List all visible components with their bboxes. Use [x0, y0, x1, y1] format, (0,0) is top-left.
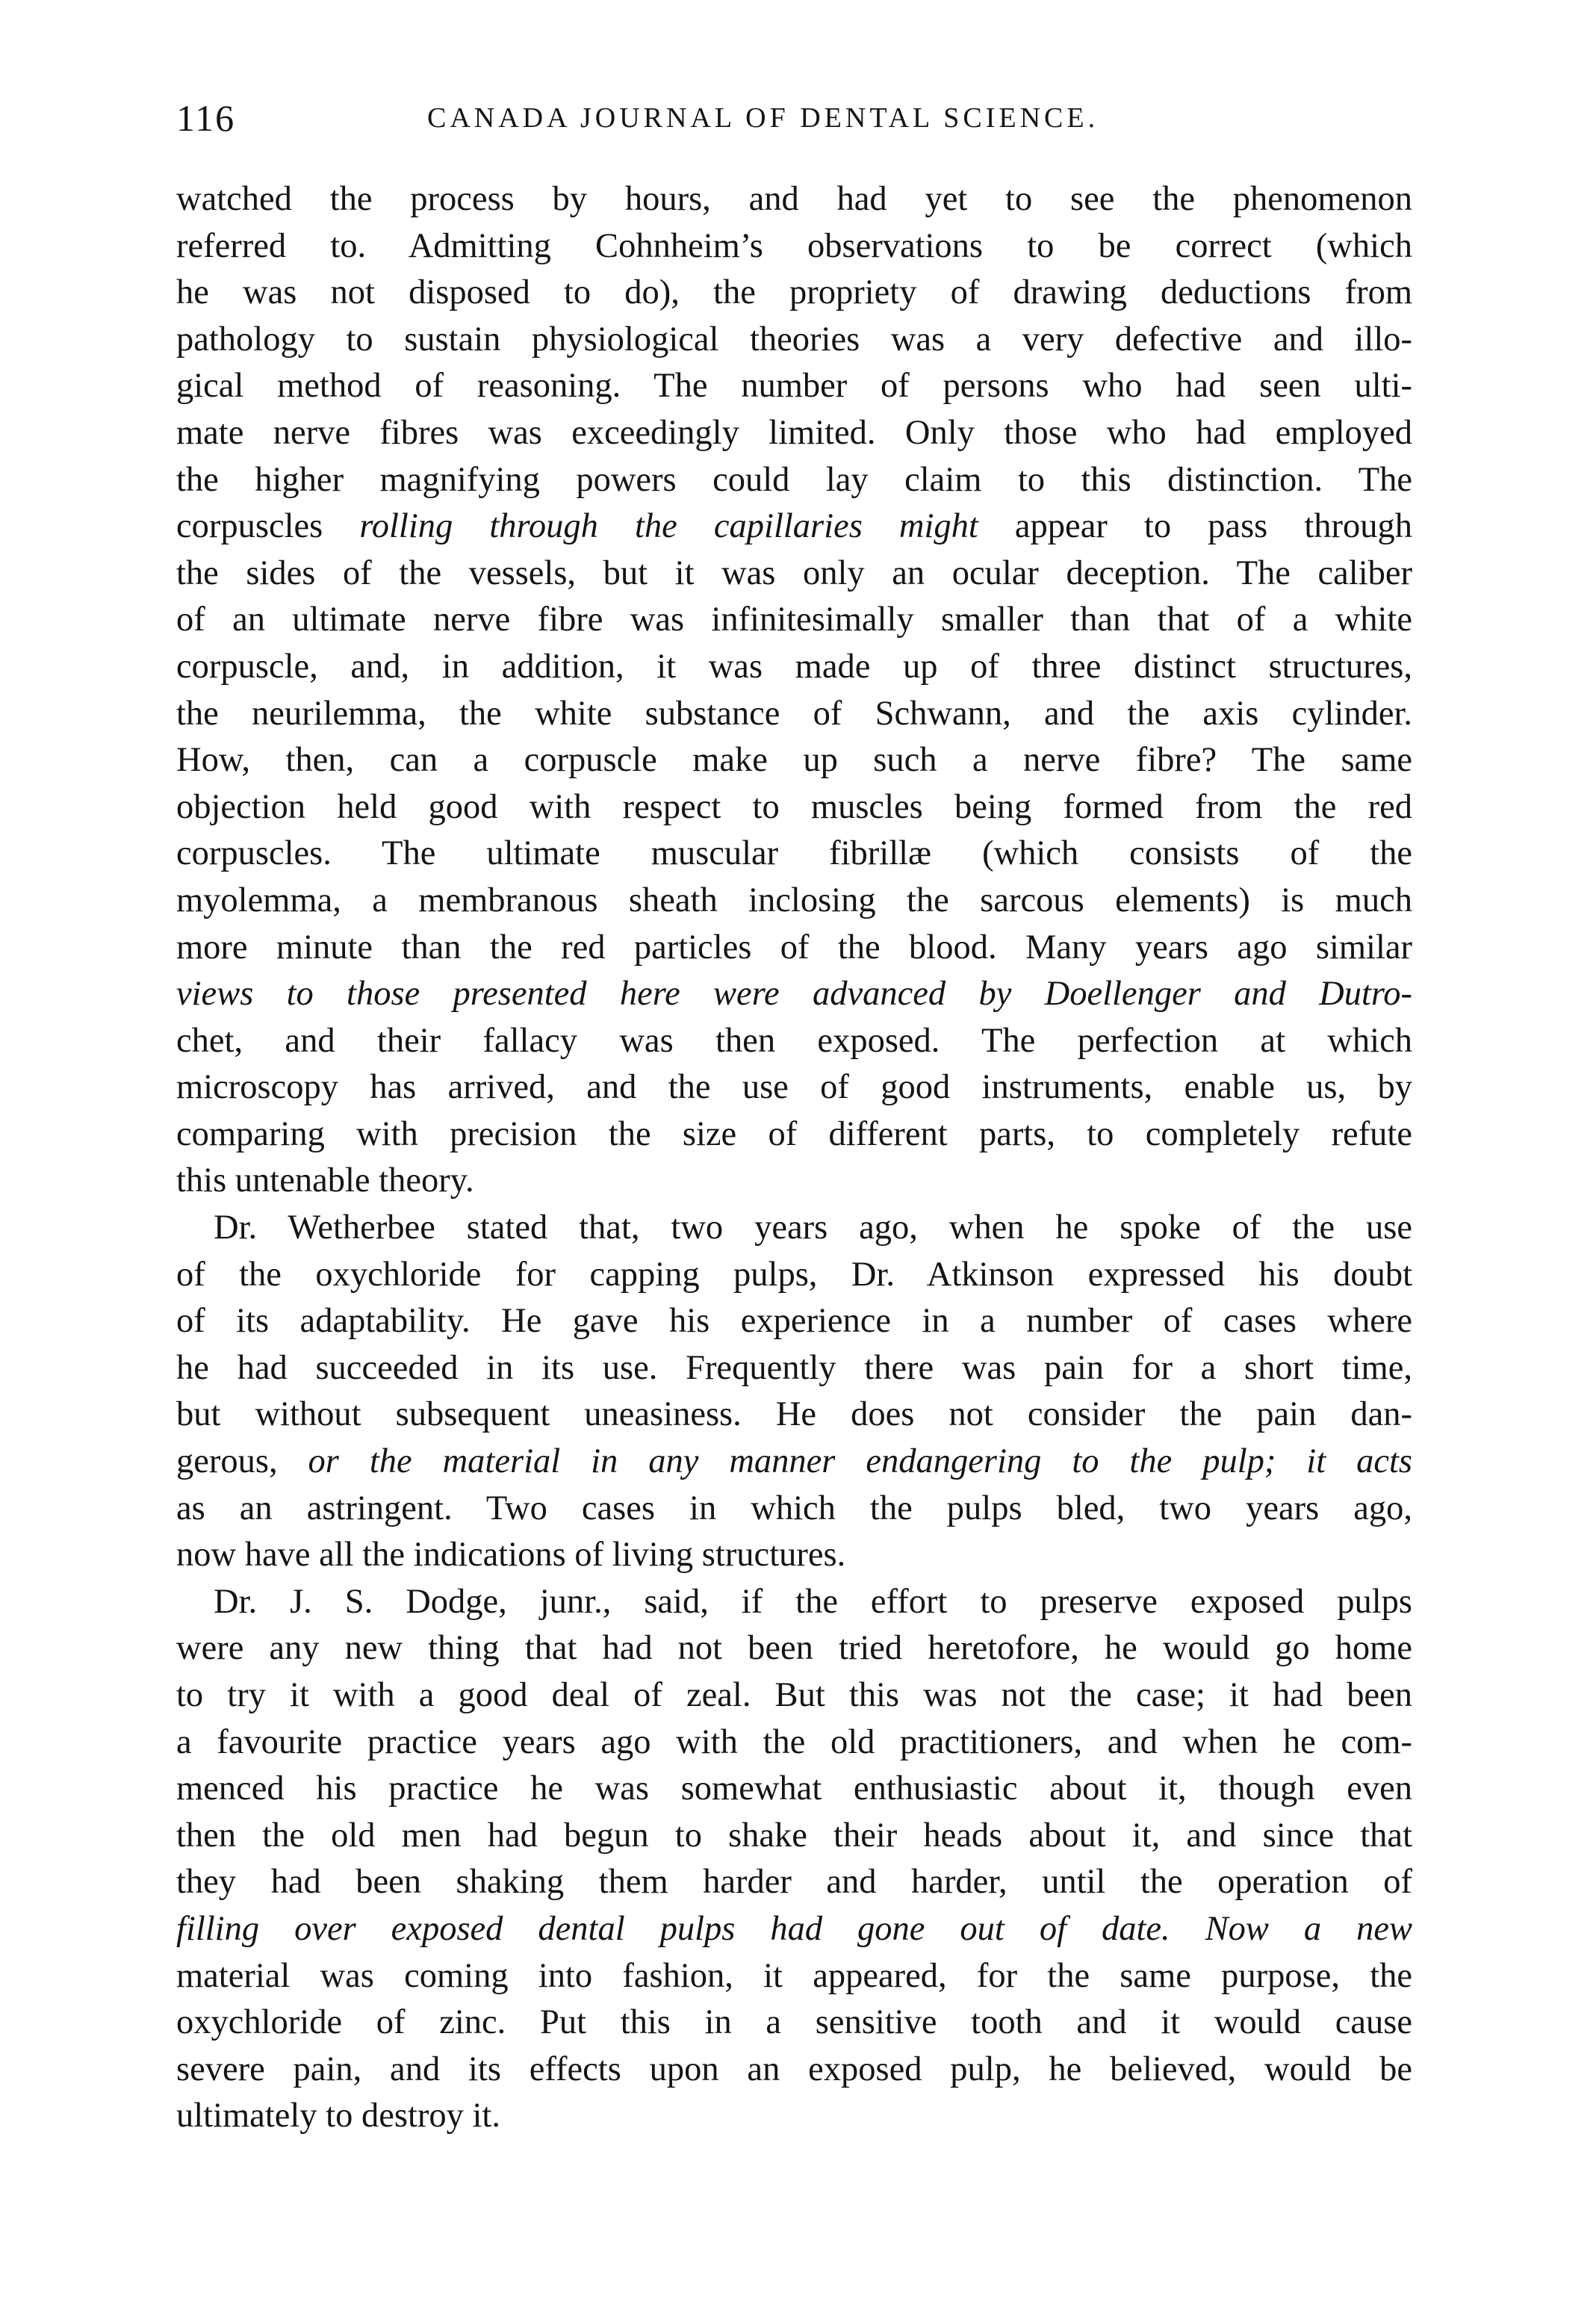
line-text: ultimately to destroy it.	[176, 2097, 500, 2135]
text-line	[176, 270, 1412, 317]
line-text: but without subsequent uneasiness. He does not consider the pain dan-	[176, 1395, 1412, 1434]
line-text: mate nerve fibres was exceedingly limited. Only those who had employed	[176, 413, 1412, 452]
line-text: the sides of the vessels, but it was only an ocular deception. The caliber	[176, 553, 1412, 592]
line-text: microscopy has arrived, and the use of good instruments, enable us, by	[176, 1068, 1412, 1107]
italic-text: rolling through the capillaries might	[359, 507, 978, 546]
italic-text: or the material in any manner endangering to the pulp; it acts	[308, 1442, 1412, 1481]
body-text	[176, 176, 1412, 2140]
line-text: corpuscles	[176, 507, 360, 546]
text-line	[176, 1813, 1412, 1860]
line-text: as an astringent. Two cases in which the pulps bled, two years ago,	[176, 1489, 1412, 1527]
line-text: Dr. J. S. Dodge, junr., said, if the effort to preserve exposed pulps	[214, 1582, 1412, 1621]
line-text: corpuscle, and, in addition, it was made up of three distinct structures,	[176, 647, 1412, 686]
text-line	[176, 1252, 1412, 1299]
line-text: corpuscles. The ultimate muscular fibrillæ (which consists of the	[176, 834, 1412, 873]
text-line	[176, 2000, 1412, 2047]
text-line	[176, 1392, 1412, 1439]
line-text: they had been shaking them harder and harder, until the operation of	[176, 1863, 1412, 1902]
text-line	[176, 597, 1412, 644]
text-line	[176, 878, 1412, 925]
text-line	[176, 1672, 1412, 1719]
text-line	[176, 1906, 1412, 1953]
text-line	[176, 1158, 1412, 1205]
line-text: now have all the indications of living structures.	[176, 1536, 846, 1575]
line-text: a favourite practice years ago with the old practitioners, and when he com-	[176, 1722, 1412, 1761]
line-text: then the old men had begun to shake their heads about it, and since that	[176, 1816, 1412, 1855]
text-line	[176, 223, 1412, 270]
line-text: chet, and their fallacy was then exposed. The perfection at which	[176, 1021, 1412, 1060]
line-text: this untenable theory.	[176, 1161, 474, 1200]
text-line	[176, 457, 1412, 504]
text-line	[176, 503, 1412, 550]
line-text: menced his practice he was somewhat enthusiastic about it, though even	[176, 1769, 1412, 1808]
line-text: the neurilemma, the white substance of Schwann, and the axis cylinder.	[176, 694, 1412, 733]
line-text: objection held good with respect to muscles being formed from the red	[176, 787, 1412, 826]
text-line	[176, 410, 1412, 457]
line-text: material was coming into fashion, it appeared, for the same purpose, the	[176, 1956, 1412, 1995]
running-title: CANADA JOURNAL OF DENTAL SCIENCE.	[427, 102, 1099, 134]
text-line	[176, 971, 1412, 1018]
italic-text: filling over exposed dental pulps had gone out of date. Now a new	[176, 1909, 1412, 1948]
line-text: referred to. Admitting Cohnheim’s observations to be correct (which	[176, 226, 1412, 265]
text-line	[176, 1205, 1412, 1252]
text-line	[176, 1766, 1412, 1813]
line-text: of an ultimate nerve fibre was infinitesimally smaller than that of a white	[176, 601, 1412, 639]
line-text: appear to pass through	[978, 507, 1413, 546]
line-text: severe pain, and its effects upon an exposed pulp, he believed, would be	[176, 2050, 1412, 2088]
line-text: to try it with a good deal of zeal. But this was not the case; it had been	[176, 1676, 1412, 1714]
line-text: comparing with precision the size of different parts, to completely refute	[176, 1114, 1412, 1153]
line-text: watched the process by hours, and had yet to see the phenomenon	[176, 180, 1412, 218]
text-line	[176, 1439, 1412, 1486]
text-line	[176, 550, 1412, 598]
line-text: more minute than the red particles of the blood. Many years ago similar	[176, 928, 1412, 967]
text-line	[176, 1532, 1412, 1579]
line-text: gerous,	[176, 1442, 308, 1481]
text-line	[176, 1486, 1412, 1533]
text-line	[176, 1345, 1412, 1392]
text-line	[176, 1579, 1412, 1626]
text-line	[176, 737, 1412, 784]
text-line	[176, 1953, 1412, 2000]
line-text: gical method of reasoning. The number of persons who had seen ulti-	[176, 367, 1412, 406]
text-line	[176, 1719, 1412, 1766]
text-line	[176, 2093, 1412, 2140]
italic-text: views to those presented here were advanced by Doellenger and Dutro-	[176, 975, 1412, 1014]
text-line	[176, 925, 1412, 972]
text-line	[176, 1018, 1412, 1065]
text-line	[176, 1064, 1412, 1111]
text-line	[176, 363, 1412, 410]
text-line	[176, 1625, 1412, 1672]
line-text: pathology to sustain physiological theories was a very defective and illo-	[176, 320, 1412, 359]
line-text: Dr. Wetherbee stated that, two years ago, when he spoke of the use	[214, 1209, 1412, 1247]
text-line	[176, 691, 1412, 738]
line-text: the higher magnifying powers could lay claim to this distinction. The	[176, 460, 1412, 499]
line-text: he had succeeded in its use. Frequently there was pain for a short time,	[176, 1348, 1412, 1387]
text-line	[176, 1859, 1412, 1906]
text-line	[176, 831, 1412, 878]
line-text: were any new thing that had not been tried heretofore, he would go home	[176, 1629, 1412, 1668]
text-line	[176, 2047, 1412, 2094]
line-text: of the oxychloride for capping pulps, Dr. Atkinson expressed his doubt	[176, 1255, 1412, 1294]
line-text: How, then, can a corpuscle make up such a nerve fibre? The same	[176, 741, 1412, 780]
page-header	[176, 88, 1412, 148]
text-line	[176, 317, 1412, 364]
line-text: myolemma, a membranous sheath inclosing the sarcous elements) is much	[176, 881, 1412, 919]
line-text: oxychloride of zinc. Put this in a sensitive tooth and it would cause	[176, 2003, 1412, 2042]
text-line	[176, 1298, 1412, 1345]
text-line	[176, 644, 1412, 691]
text-line	[176, 1111, 1412, 1158]
line-text: he was not disposed to do), the propriety of drawing deductions from	[176, 273, 1412, 312]
line-text: of its adaptability. He gave his experience in a number of cases where	[176, 1302, 1412, 1341]
text-line	[176, 784, 1412, 831]
text-line	[176, 176, 1412, 223]
page-number: 116	[176, 97, 236, 139]
